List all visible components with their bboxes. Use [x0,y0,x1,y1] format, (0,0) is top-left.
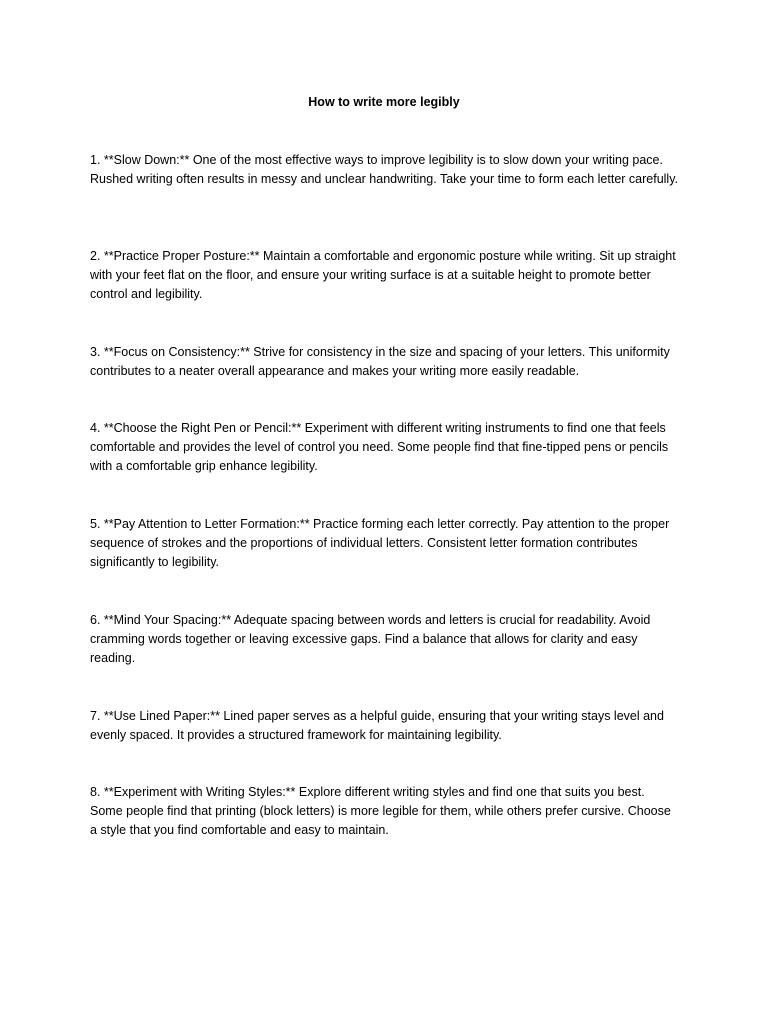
paragraph-proper-posture: 2. **Practice Proper Posture:** Maintain a comfortable and ergonomic posture while writing. Sit up straight with your feet flat on the floor, and ensure your writing surface is at a suitable height to promote better control and legibility. [90,249,676,301]
paragraph-letter-formation: 5. **Pay Attention to Letter Formation:** Practice forming each letter correctly. Pay attention to the proper sequence of strokes and the proportions of individual letters. Consistent letter formation contributes significantly to legibility. [90,517,670,569]
document-title: How to write more legibly [308,95,460,109]
paragraph-lined-paper: 7. **Use Lined Paper:** Lined paper serves as a helpful guide, ensuring that your writing stays level and evenly spaced. It provides a structured framework for maintaining legibility. [90,709,664,742]
paragraph-consistency: 3. **Focus on Consistency:** Strive for consistency in the size and spacing of your letters. This uniformity contributes to a neater overall appearance and makes your writing more easily readable. [90,345,670,378]
paragraph-slow-down: 1. **Slow Down:** One of the most effective ways to improve legibility is to slow down your writing pace. Rushed writing often results in messy and unclear handwriting. Take your time to form each letter carefully. [90,153,679,186]
paragraph-writing-styles: 8. **Experiment with Writing Styles:** Explore different writing styles and find one that suits you best. Some people find that printing (block letters) is more legible for them, while others prefer cursive. Choose a style that you find comfortable and easy to maintain. [90,785,671,837]
paragraph-right-pen: 4. **Choose the Right Pen or Pencil:** Experiment with different writing instruments to find one that feels comfortable and provides the level of control you need. Some people find that fine-tipped pens or pencils with a comfortable grip enhance legibility. [90,421,669,473]
paragraph-spacing: 6. **Mind Your Spacing:** Adequate spacing between words and letters is crucial for readability. Avoid cramming words together or leaving excessive gaps. Find a balance that allows for clarity and easy reading. [90,613,651,665]
